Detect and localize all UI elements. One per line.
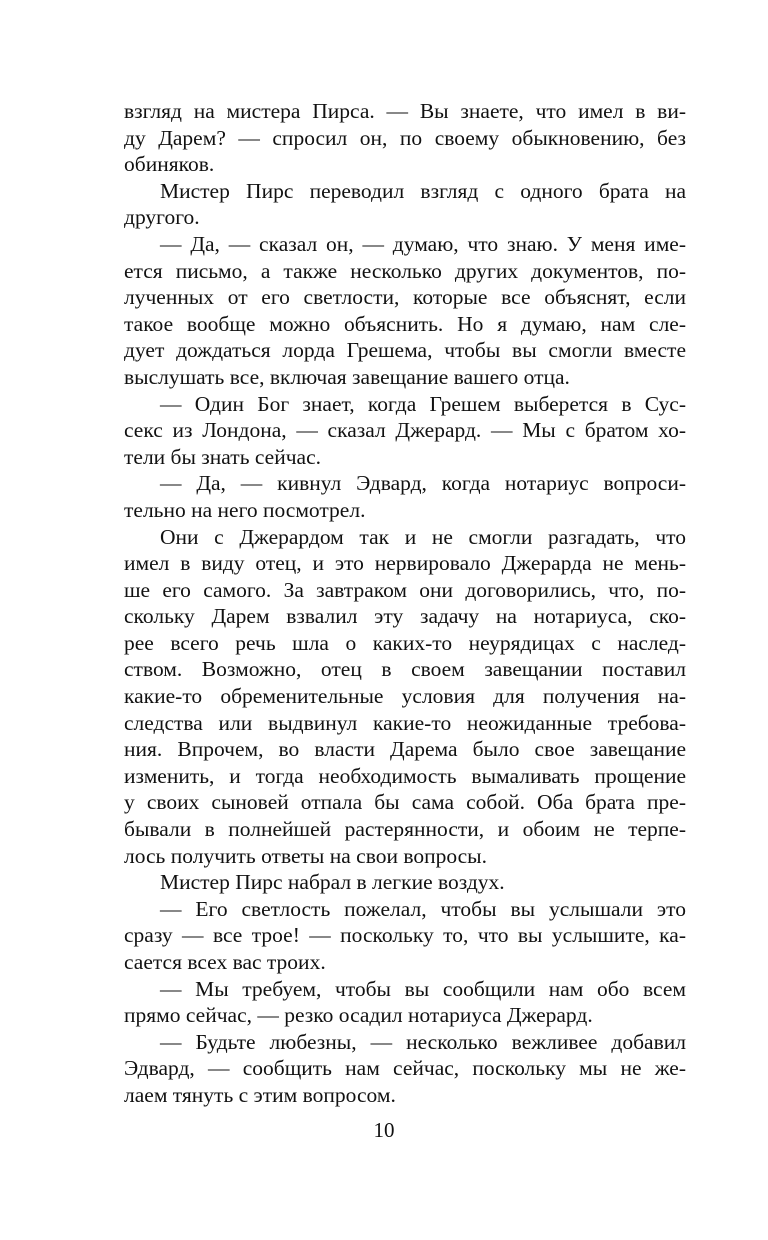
text-line: обиняков. [124, 152, 215, 177]
text-line: рее всего речь шла о каких-то неурядицах с наслед- [124, 630, 686, 655]
text-line: ше его самого. За завтраком они договорились, что, по- [124, 577, 686, 602]
text-line: следства или выдвинул какие-то неожиданные требова- [124, 710, 686, 735]
text-line: дует дождаться лорда Грешема, чтобы вы смогли вместе [124, 338, 686, 363]
text-line: — Да, — сказал он, — думаю, что знаю. У меня име- [160, 231, 686, 256]
text-line: бывали в полнейшей растерянности, и обоим не терпе- [124, 817, 686, 842]
text-line: тели бы знать сейчас. [124, 444, 321, 469]
text-line: Мистер Пирс набрал в легкие воздух. [160, 870, 505, 895]
text-line: — Будьте любезны, — несколько вежливее добавил [160, 1029, 686, 1054]
page-number: 10 [373, 1118, 395, 1142]
text-line: ством. Возможно, отец в своем завещании поставил [124, 657, 686, 682]
text-line: выслушать все, включая завещание вашего отца. [124, 364, 570, 389]
text-line: ется письмо, а также несколько других документов, по- [124, 258, 686, 283]
text-line: взгляд на мистера Пирса. — Вы знаете, что имел в ви- [124, 99, 686, 123]
text-line: Они с Джерардом так и не смогли разгадать, что [160, 524, 686, 549]
text-line: лаем тянуть с этим вопросом. [124, 1082, 396, 1107]
text-line: Эдвард, — сообщить нам сейчас, поскольку мы не же- [124, 1056, 686, 1081]
text-line: — Мы требуем, чтобы вы сообщили нам обо всем [160, 976, 686, 1001]
text-line: такое вообще можно объяснить. Но я думаю, нам сле- [124, 311, 686, 336]
text-line: ду Дарем? — спросил он, по своему обыкновению, без [124, 125, 686, 150]
text-line: какие-то обременительные условия для получения на- [124, 684, 686, 709]
text-line: Мистер Пирс переводил взгляд с одного брата на [160, 178, 686, 203]
body-text [124, 98, 686, 1109]
text-line: имел в виду отец, и это нервировало Джерарда не мень- [124, 551, 686, 576]
text-line: сразу — все трое! — поскольку то, что вы услышите, ка- [124, 923, 686, 948]
text-line: тельно на него посмотрел. [124, 497, 366, 522]
text-line: скольку Дарем взвалил эту задачу на нотариуса, ско- [124, 604, 686, 629]
text-line: секс из Лондона, — сказал Джерард. — Мы с братом хо- [124, 418, 686, 443]
text-line: ния. Впрочем, во власти Дарема было свое завещание [124, 737, 686, 762]
text-line: — Да, — кивнул Эдвард, когда нотариус вопроси- [160, 471, 686, 496]
text-line: у своих сыновей отпала бы сама собой. Оба брата пре- [124, 790, 686, 815]
text-line: — Один Бог знает, когда Грешем выберется в Сус- [160, 391, 686, 416]
text-line: другого. [124, 205, 200, 230]
text-line: лось получить ответы на свои вопросы. [124, 843, 487, 868]
text-line: изменить, и тогда необходимость вымаливать прощение [124, 763, 686, 788]
text-line: — Его светлость пожелал, чтобы вы услышали это [160, 896, 686, 921]
text-line: лученных от его светлости, которые все объяснят, если [124, 285, 686, 310]
text-line: сается всех вас троих. [124, 950, 326, 974]
text-line: прямо сейчас, — резко осадил нотариуса Джерард. [124, 1003, 593, 1028]
